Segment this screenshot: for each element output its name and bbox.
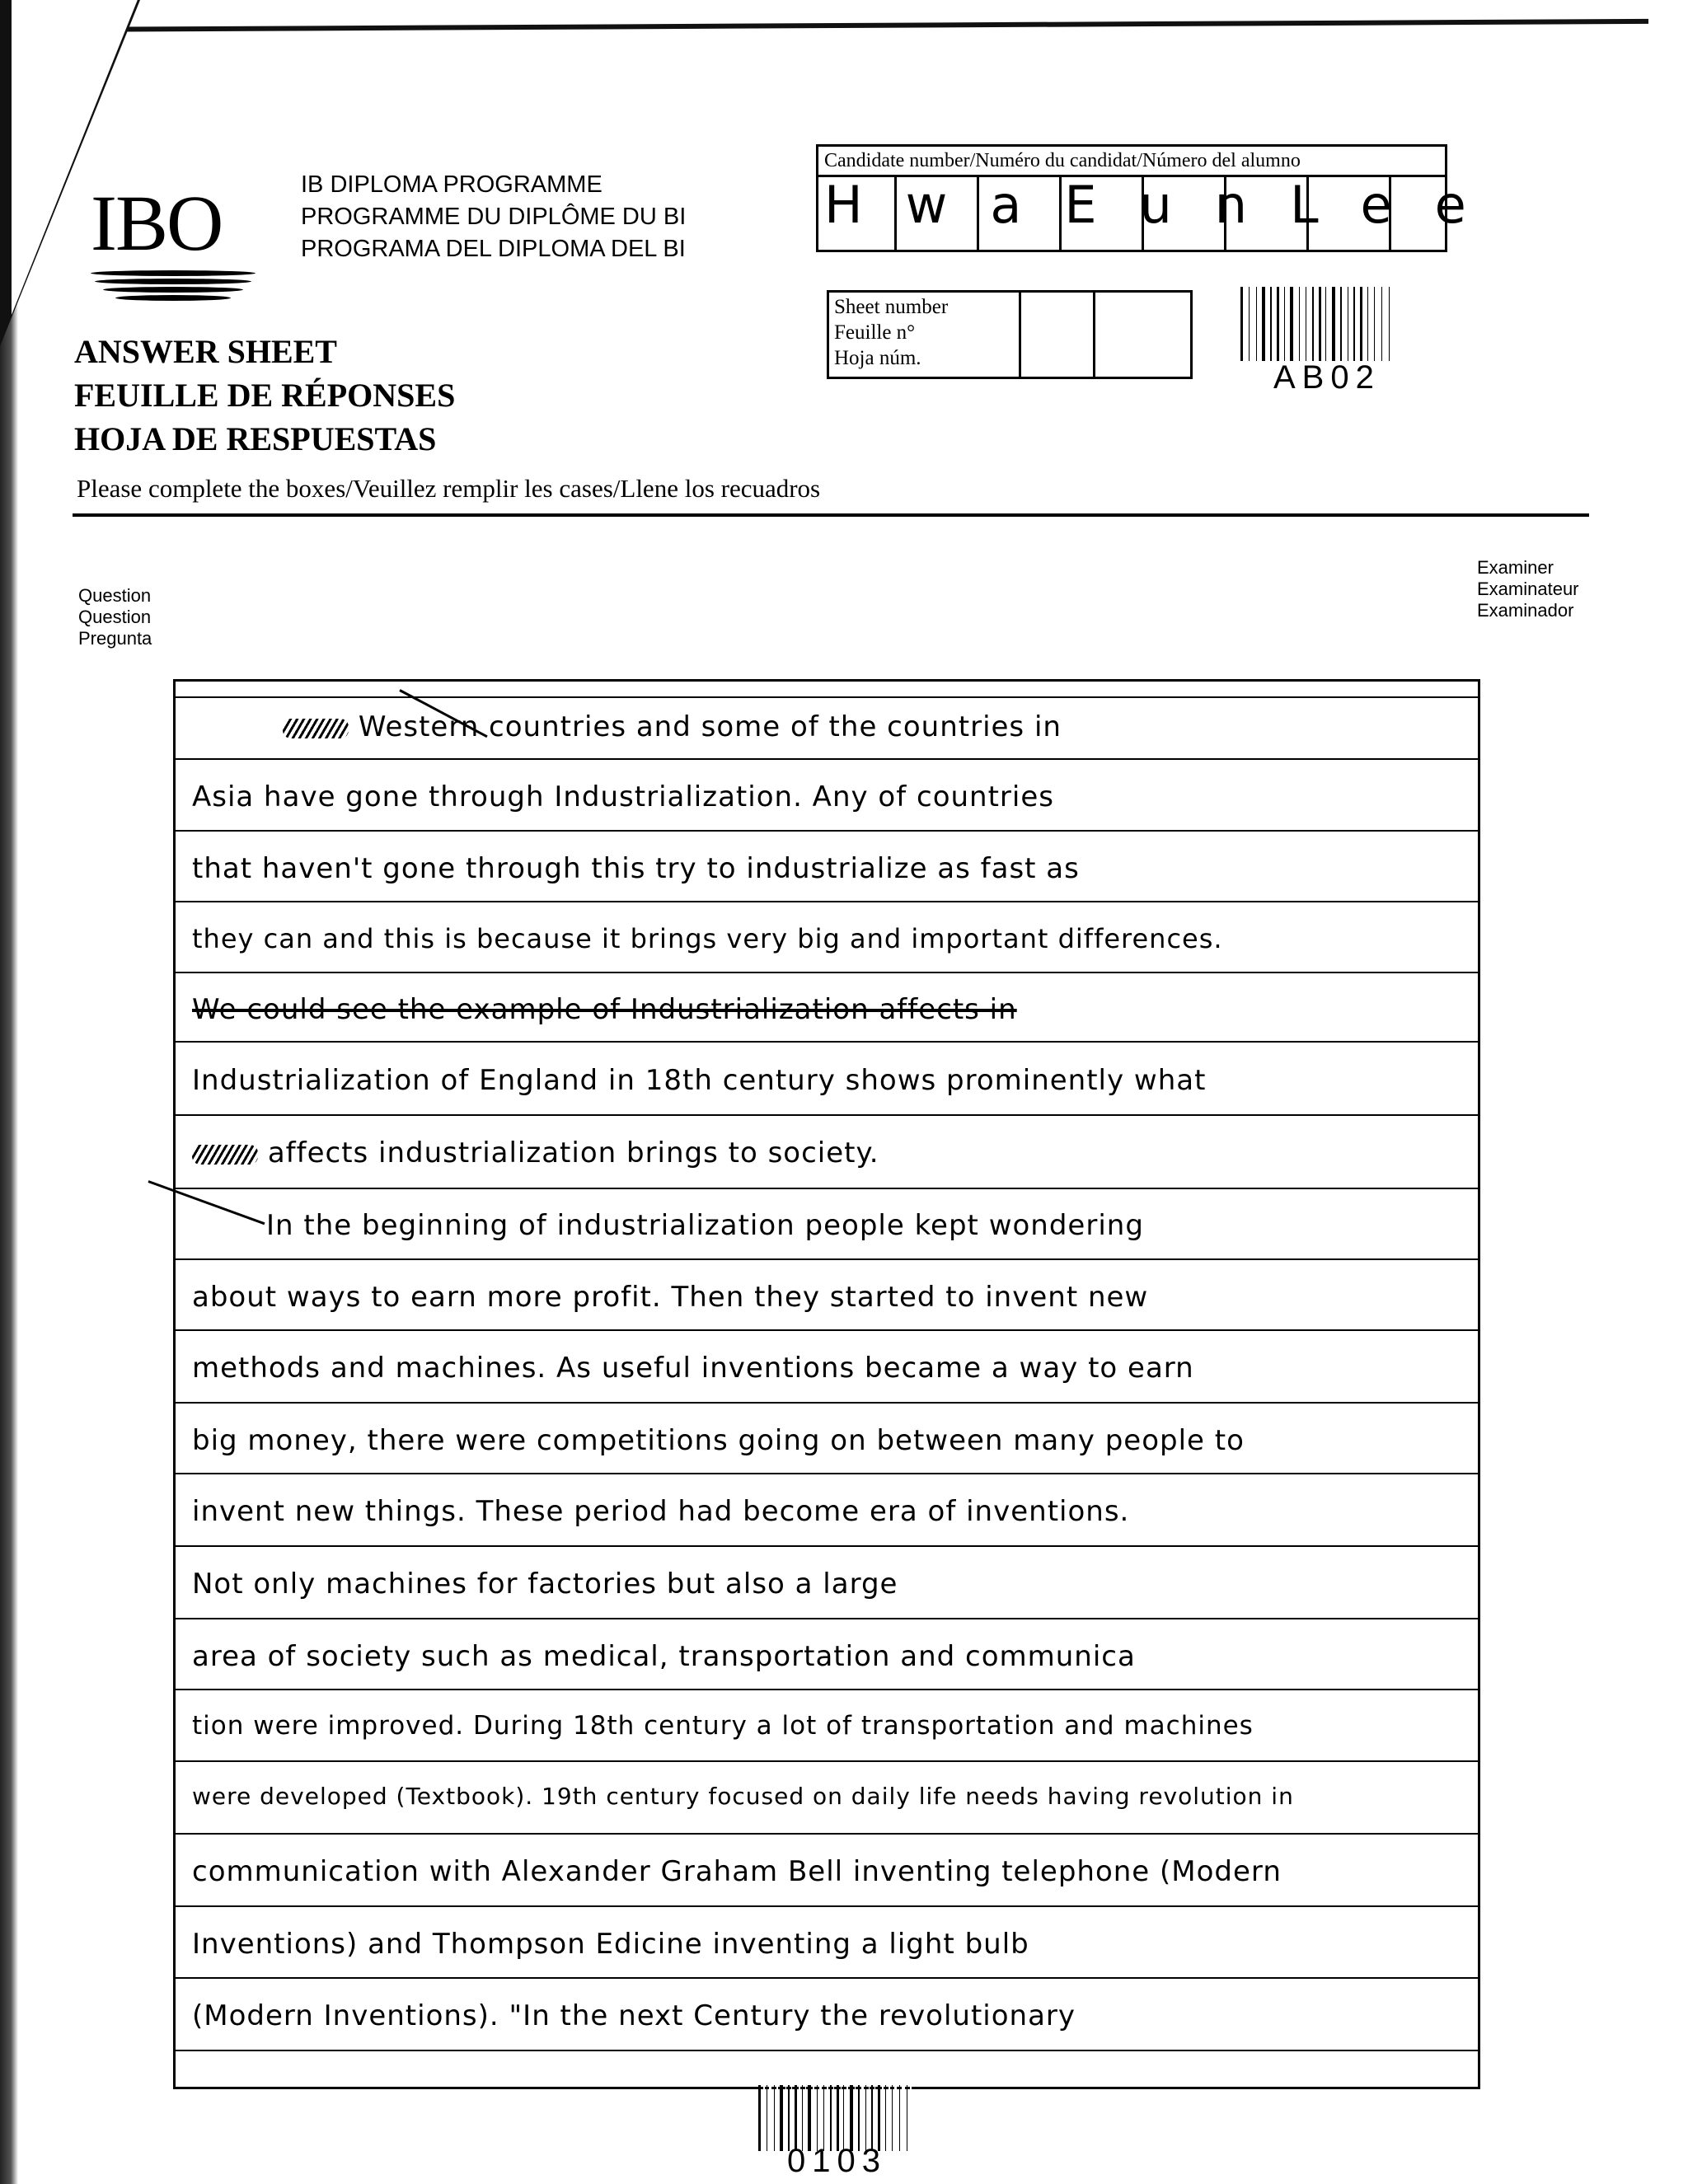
scan-edge-shadow [0,25,18,2184]
programme-fr: PROGRAMME DU DIPLÔME DU BI [301,204,687,230]
handwritten-line-4: they can and this is because it brings very big and important differences. [192,923,1223,954]
barcode-bar [795,2085,797,2151]
candidate-number-label: Candidate number/Numéro du candidat/Número del alumno [824,150,1301,171]
barcode-bar [1299,287,1300,361]
handwritten-line-13: Not only machines for factories but also a large [192,1568,898,1601]
barcode-bar [1329,287,1330,361]
barcode-bar [892,2085,893,2151]
handwritten-line-5-struck: We could see the example of Industrialization affects in [192,993,1017,1026]
barcode-bar [865,2085,866,2151]
barcode-bar [889,2085,890,2151]
handwritten-line-9: about ways to earn more profit. Then they started to invent new [192,1281,1149,1314]
barcode-bar [1364,287,1366,361]
barcode-bar [1319,287,1321,361]
barcode-bar [774,2085,775,2151]
examiner-margin-label [1477,557,1579,621]
barcode-bar [799,2085,800,2151]
barcode-bar [1374,287,1375,361]
handwritten-line-1: Western countries and some of the countries in [283,710,1062,743]
barcode-bar [802,2085,803,2151]
handwritten-line-11: big money, there were competitions going on between many people to [192,1424,1245,1457]
barcode-bar [894,2085,897,2151]
barcode-bar [1262,287,1265,361]
barcode-bar [763,2085,765,2151]
barcode-bar [1240,287,1243,361]
barcode-bar [1281,287,1282,361]
sheet-number-label [834,294,948,371]
handwritten-line-10: methods and machines. As useful inventions became a way to earn [192,1352,1194,1385]
barcode-bar [874,2085,875,2151]
barcode-bar [1360,287,1362,361]
barcode-bottom-label: 0103 [787,2143,887,2179]
examiner-fr: Examinateur [1477,579,1579,599]
barcode-bar [1273,287,1274,361]
barcode-bar [1256,287,1257,361]
examiner-en: Examiner [1477,557,1554,578]
barcode-bar [869,2085,870,2151]
barcode-bottom [758,2085,923,2151]
barcode-bar [1340,287,1342,361]
barcode-bar [899,2085,900,2151]
barcode-bar [1371,287,1372,361]
barcode-bar [1337,287,1338,361]
barcode-bar [841,2085,842,2151]
answer-sheet-title [74,330,455,461]
sheet-label-en: Sheet number [834,296,949,318]
handwritten-line-2: Asia have gone through Industrialization. Any of countries [192,780,1054,813]
title-fr: FEUILLE DE RÉPONSES [74,377,456,414]
programme-es: PROGRAMA DEL DIPLOMA DEL BI [301,236,686,262]
sheet-label-fr: Feuille n° [834,321,916,344]
barcode-bar [1284,287,1285,361]
handwritten-line-14: area of society such as medical, transportation and communica [192,1640,1136,1673]
barcode-bar [885,2085,886,2151]
handwritten-line-3: that haven't gone through this try to industrialize as fast as [192,852,1080,885]
barcode-bar [1287,287,1288,361]
barcode-bar [805,2085,806,2151]
barcode-bar [1259,287,1260,361]
barcode-bar [850,2085,853,2151]
handwritten-line-7: affects industrialization brings to society. [192,1137,879,1169]
title-es: HOJA DE RESPUESTAS [74,420,437,457]
handwritten-line-12: invent new things. These period had become era of inventions. [192,1495,1130,1528]
barcode-bar [1290,287,1293,361]
barcode-bar [1277,287,1279,361]
barcode-bar [813,2085,814,2151]
instructions: Please complete the boxes/Veuillez remplir les cases/Llene los recuadros [77,474,821,503]
candidate-number-value: HwaEunLee [824,175,1509,235]
question-en: Question [78,585,152,606]
barcode-bar [788,2085,790,2151]
examiner-es: Examinador [1477,600,1574,621]
handwritten-line-17: communication with Alexander Graham Bell inventing telephone (Modern [192,1855,1282,1888]
barcode-bar [819,2085,822,2151]
barcode-bar [846,2085,848,2151]
handwritten-line-18: Inventions) and Thompson Edicine inventing a light bulb [192,1928,1029,1961]
barcode-bar [1309,287,1311,361]
barcode-bar [1343,287,1346,361]
barcode-bar [1312,287,1314,361]
barcode-bar [808,2085,811,2151]
barcode-bar [1251,287,1254,361]
barcode-bar [758,2085,761,2151]
ibo-logo: IBO [91,179,223,267]
question-es: Pregunta [78,628,152,649]
barcode-bar [855,2085,856,2151]
barcode-bar [882,2085,884,2151]
barcode-bar [833,2085,834,2151]
title-en: ANSWER SHEET [74,333,337,370]
barcode-bar [830,2085,832,2151]
barcode-bar [837,2085,839,2151]
programme-en: IB DIPLOMA PROGRAMME [301,171,603,198]
sheet-label-es: Hoja núm. [834,347,921,369]
barcode-bar [1245,287,1247,361]
barcode-top [1240,287,1430,361]
barcode-bar [769,2085,771,2151]
barcode-bar [1325,287,1326,361]
handwritten-line-16: were developed (Textbook). 19th century focused on daily life needs having revolution in [192,1783,1294,1810]
barcode-bar [1389,287,1390,361]
handwritten-line-19: (Modern Inventions). "In the next Century the revolutionary [192,1999,1076,2032]
barcode-bar [1323,287,1324,361]
barcode-bar [910,2085,912,2151]
handwritten-line-15: tion were improved. During 18th century a lot of transportation and machines [192,1711,1254,1741]
handwritten-line-6: Industrialization of England in 18th century shows prominently what [192,1064,1207,1097]
barcode-bar [791,2085,792,2151]
barcode-bar [785,2085,786,2151]
barcode-bar [878,2085,880,2151]
scan-top-edge [33,19,1648,32]
barcode-bar [843,2085,844,2151]
barcode-bar [1381,287,1382,361]
ibo-logo-stripes [87,268,260,303]
barcode-bar [1351,287,1352,361]
programme-title [301,169,686,265]
barcode-bar [1384,287,1387,361]
barcode-bar [817,2085,818,2151]
barcode-bar [1367,287,1368,361]
handwritten-line-8: In the beginning of industrialization people kept wondering [266,1209,1144,1242]
barcode-bar [1376,287,1379,361]
barcode-bar [1332,287,1335,361]
barcode-bar [902,2085,905,2151]
barcode-bar [1353,287,1355,361]
barcode-bar [823,2085,824,2151]
barcode-bar [1301,287,1304,361]
barcode-bar [1392,287,1394,361]
question-margin-label [78,585,152,649]
barcode-bar [1315,287,1316,361]
answer-area[interactable] [173,679,1480,2089]
barcode-bar [827,2085,828,2151]
barcode-bar [776,2085,778,2151]
header-divider [73,513,1589,517]
question-fr: Question [78,607,152,627]
barcode-bar [858,2085,860,2151]
barcode-bar [1270,287,1272,361]
barcode-bar [871,2085,873,2151]
barcode-bar [1249,287,1250,361]
barcode-bar [861,2085,864,2151]
barcode-bar [780,2085,783,2151]
barcode-bar [1295,287,1296,361]
barcode-top-label: AB02 [1273,359,1381,396]
